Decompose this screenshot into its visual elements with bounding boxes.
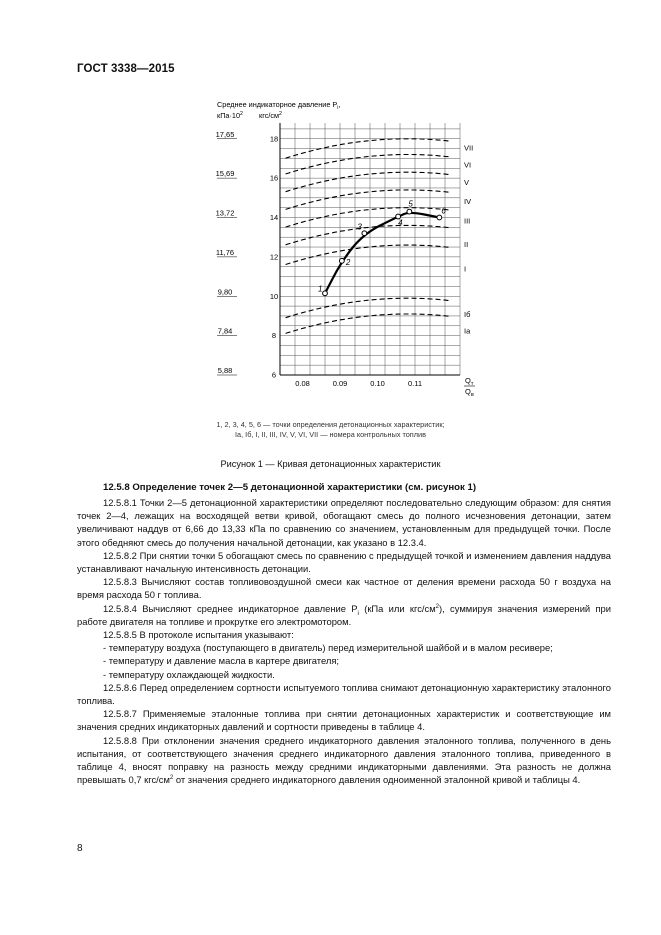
reference-curve-label: VII xyxy=(464,143,474,153)
figure-title: Рисунок 1 — Кривая детонационных характеристик xyxy=(220,459,441,469)
y-tick-right-label: 16 xyxy=(269,173,279,183)
reference-curve-label: I xyxy=(464,264,467,274)
document-code-header: ГОСТ 3338—2015 xyxy=(77,63,175,75)
y-tick-right-label: 10 xyxy=(269,291,279,301)
y-axis-units-right: кгс/$см^2$ xyxy=(259,111,282,120)
y-tick-left-label: 9,80 xyxy=(217,287,233,297)
detonation-point xyxy=(362,231,367,236)
list-item-coolant-temperature: - температуру охлаждающей жидкости. xyxy=(103,668,275,680)
detonation-point xyxy=(323,291,328,296)
paragraph-12-5-8-6: 12.5.8.6 Перед определением сортности испытуемого топлива снимают детонационную характеристику эталонного топлива. xyxy=(77,681,611,707)
x-tick-label: 0.08 xyxy=(295,379,310,388)
y-tick-left-label: 7,84 xyxy=(217,326,233,336)
y-tick-left-label: 11,76 xyxy=(215,247,235,257)
detonation-chart-svg xyxy=(195,95,505,405)
y-axis-title: Среднее индикаторное давление $P_i$, xyxy=(217,100,341,111)
p8-part-b: от значения среднего индикаторного давления одноименной эталонной кривой и таблицы 4. xyxy=(173,774,581,786)
reference-curve-label: Iа xyxy=(464,326,471,336)
detonation-point xyxy=(437,215,442,220)
figure-caption-line-1: 1, 2, 3, 4, 5, 6 — точки определения детонационных характеристик; xyxy=(216,420,445,429)
p4-part-b: (кПа или кгс/см xyxy=(358,602,436,614)
p8-part-a: 12.5.8.8 При отклонении значения среднего индикаторного давления эталонного топлива, полученного в день испытания, от соответствующего значения среднего индикаторного давления эталонного топлива, приведенного в таблице 4, вносят поправку на разность между средними индикаторными давлениями. Эта разность не должна превышать 0,7 кгс/см xyxy=(77,734,611,786)
paragraph-12-5-8-1: 12.5.8.1 Точки 2—5 детонационной характеристики определяют последовательно следующим образом: для снятия точек 2—4, лежащих на восходящей ветви кривой, обогащают смесь до полного исчезновения детонации, затем увеличивают наддув от 6,66 до 13,33 кПа по сравнению со значением, установленным для предыдущей точки. После этого обедняют смесь до получения начальной детонации, как указано в 12.3.4. xyxy=(77,497,611,548)
paragraph-12-5-8-4 xyxy=(77,602,611,628)
reference-fuel-curve xyxy=(286,298,451,318)
y-tick-right-label: 14 xyxy=(269,213,279,222)
y-tick-right-label: 8 xyxy=(271,331,277,341)
reference-fuel-curve xyxy=(286,245,451,264)
p4-subscript: i xyxy=(357,610,359,617)
reference-fuel-curve xyxy=(286,314,451,333)
body-text xyxy=(77,496,611,786)
x-axis-label-top: $Q_т$ xyxy=(465,376,474,387)
section-heading: 12.5.8 Определение точек 2—5 детонационной характеристики (см. рисунок 1) xyxy=(103,482,477,493)
reference-curve-label: Iб xyxy=(464,309,471,319)
x-tick-label: 0.09 xyxy=(332,379,348,388)
detonation-point-label: 1 xyxy=(318,284,323,294)
paragraph-12-5-8-7: 12.5.8.7 Применяемые эталонные топлива при снятии детонационных характеристик и соответствующие им значения средних индикаторных давлений и сортности приведены в таблице 4. xyxy=(77,708,611,733)
p4-part-c: ), суммируя значения измерений при работе двигателя на топливе и прокрутке его электромотором. xyxy=(77,602,612,627)
figure-caption-line-2: Iа, Iб, I, II, III, IV, V, VI, VII — номера контрольных топлив xyxy=(235,430,426,439)
page-number: 8 xyxy=(77,843,83,854)
reference-fuel-curve xyxy=(286,190,451,210)
paragraph-12-5-8-8 xyxy=(77,734,611,787)
y-tick-left-label: 13,72 xyxy=(215,208,235,218)
detonation-point-label: 3 xyxy=(357,222,362,232)
paragraph-12-5-8-2: 12.5.8.2 При снятии точки 5 обогащают смесь по сравнению с предыдущей точкой и изменением давления наддува устанавливают начальную интенсивность детонации. xyxy=(77,549,611,575)
y-tick-left-label: 17,65 xyxy=(215,129,235,139)
detonation-characteristic-curve xyxy=(325,213,439,293)
detonation-point-label: 2 xyxy=(345,257,351,267)
y-axis-units-left: $кПа\cdot 10^2$ xyxy=(217,111,243,120)
y-tick-right-label: 12 xyxy=(269,252,279,262)
x-tick-label: 0.10 xyxy=(370,379,385,388)
paragraph-12-5-8-5: 12.5.8.5 В протоколе испытания указывают: xyxy=(103,629,294,641)
detonation-point-label: 5 xyxy=(408,199,413,209)
paragraph-12-5-8-3: 12.5.8.3 Вычисляют состав топливовоздушной смеси как частное от деления времени расхода 50 г воздуха на время расхода 50 г топлива. xyxy=(77,576,611,601)
x-axis-label-bottom: $Q_в$ xyxy=(465,387,474,398)
reference-fuel-curve xyxy=(286,155,451,174)
reference-curve-label: II xyxy=(464,240,469,250)
reference-fuel-curve xyxy=(286,225,451,244)
detonation-point-label: 4 xyxy=(398,218,403,228)
list-item-oil-temperature: - температуру и давление масла в картере двигателя; xyxy=(103,655,340,667)
detonation-point-label: 6 xyxy=(441,206,446,216)
y-tick-left-label: 15,69 xyxy=(215,169,235,179)
y-tick-left-label: 5,88 xyxy=(217,366,233,375)
y-tick-right-label: 6 xyxy=(271,370,277,380)
p8-superscript: 2 xyxy=(169,775,174,782)
reference-fuel-curve xyxy=(286,172,451,192)
reference-curve-label: V xyxy=(464,178,470,188)
p4-superscript: 2 xyxy=(435,603,440,610)
reference-curve-label: III xyxy=(464,216,471,226)
y-tick-right-label: 18 xyxy=(269,134,279,144)
x-tick-label: 0.11 xyxy=(407,379,423,388)
list-item-air-temperature: - температуру воздуха (поступающего в двигатель) перед измерительной шайбой и в малом ресивере; xyxy=(103,642,553,654)
detonation-point xyxy=(407,209,412,214)
reference-curve-label: VI xyxy=(464,160,472,170)
reference-curve-label: IV xyxy=(464,196,472,206)
detonation-chart xyxy=(195,95,505,405)
detonation-point xyxy=(339,258,344,263)
p4-part-a: 12.5.8.4 Вычисляют среднее индикаторное давление P xyxy=(103,602,358,614)
